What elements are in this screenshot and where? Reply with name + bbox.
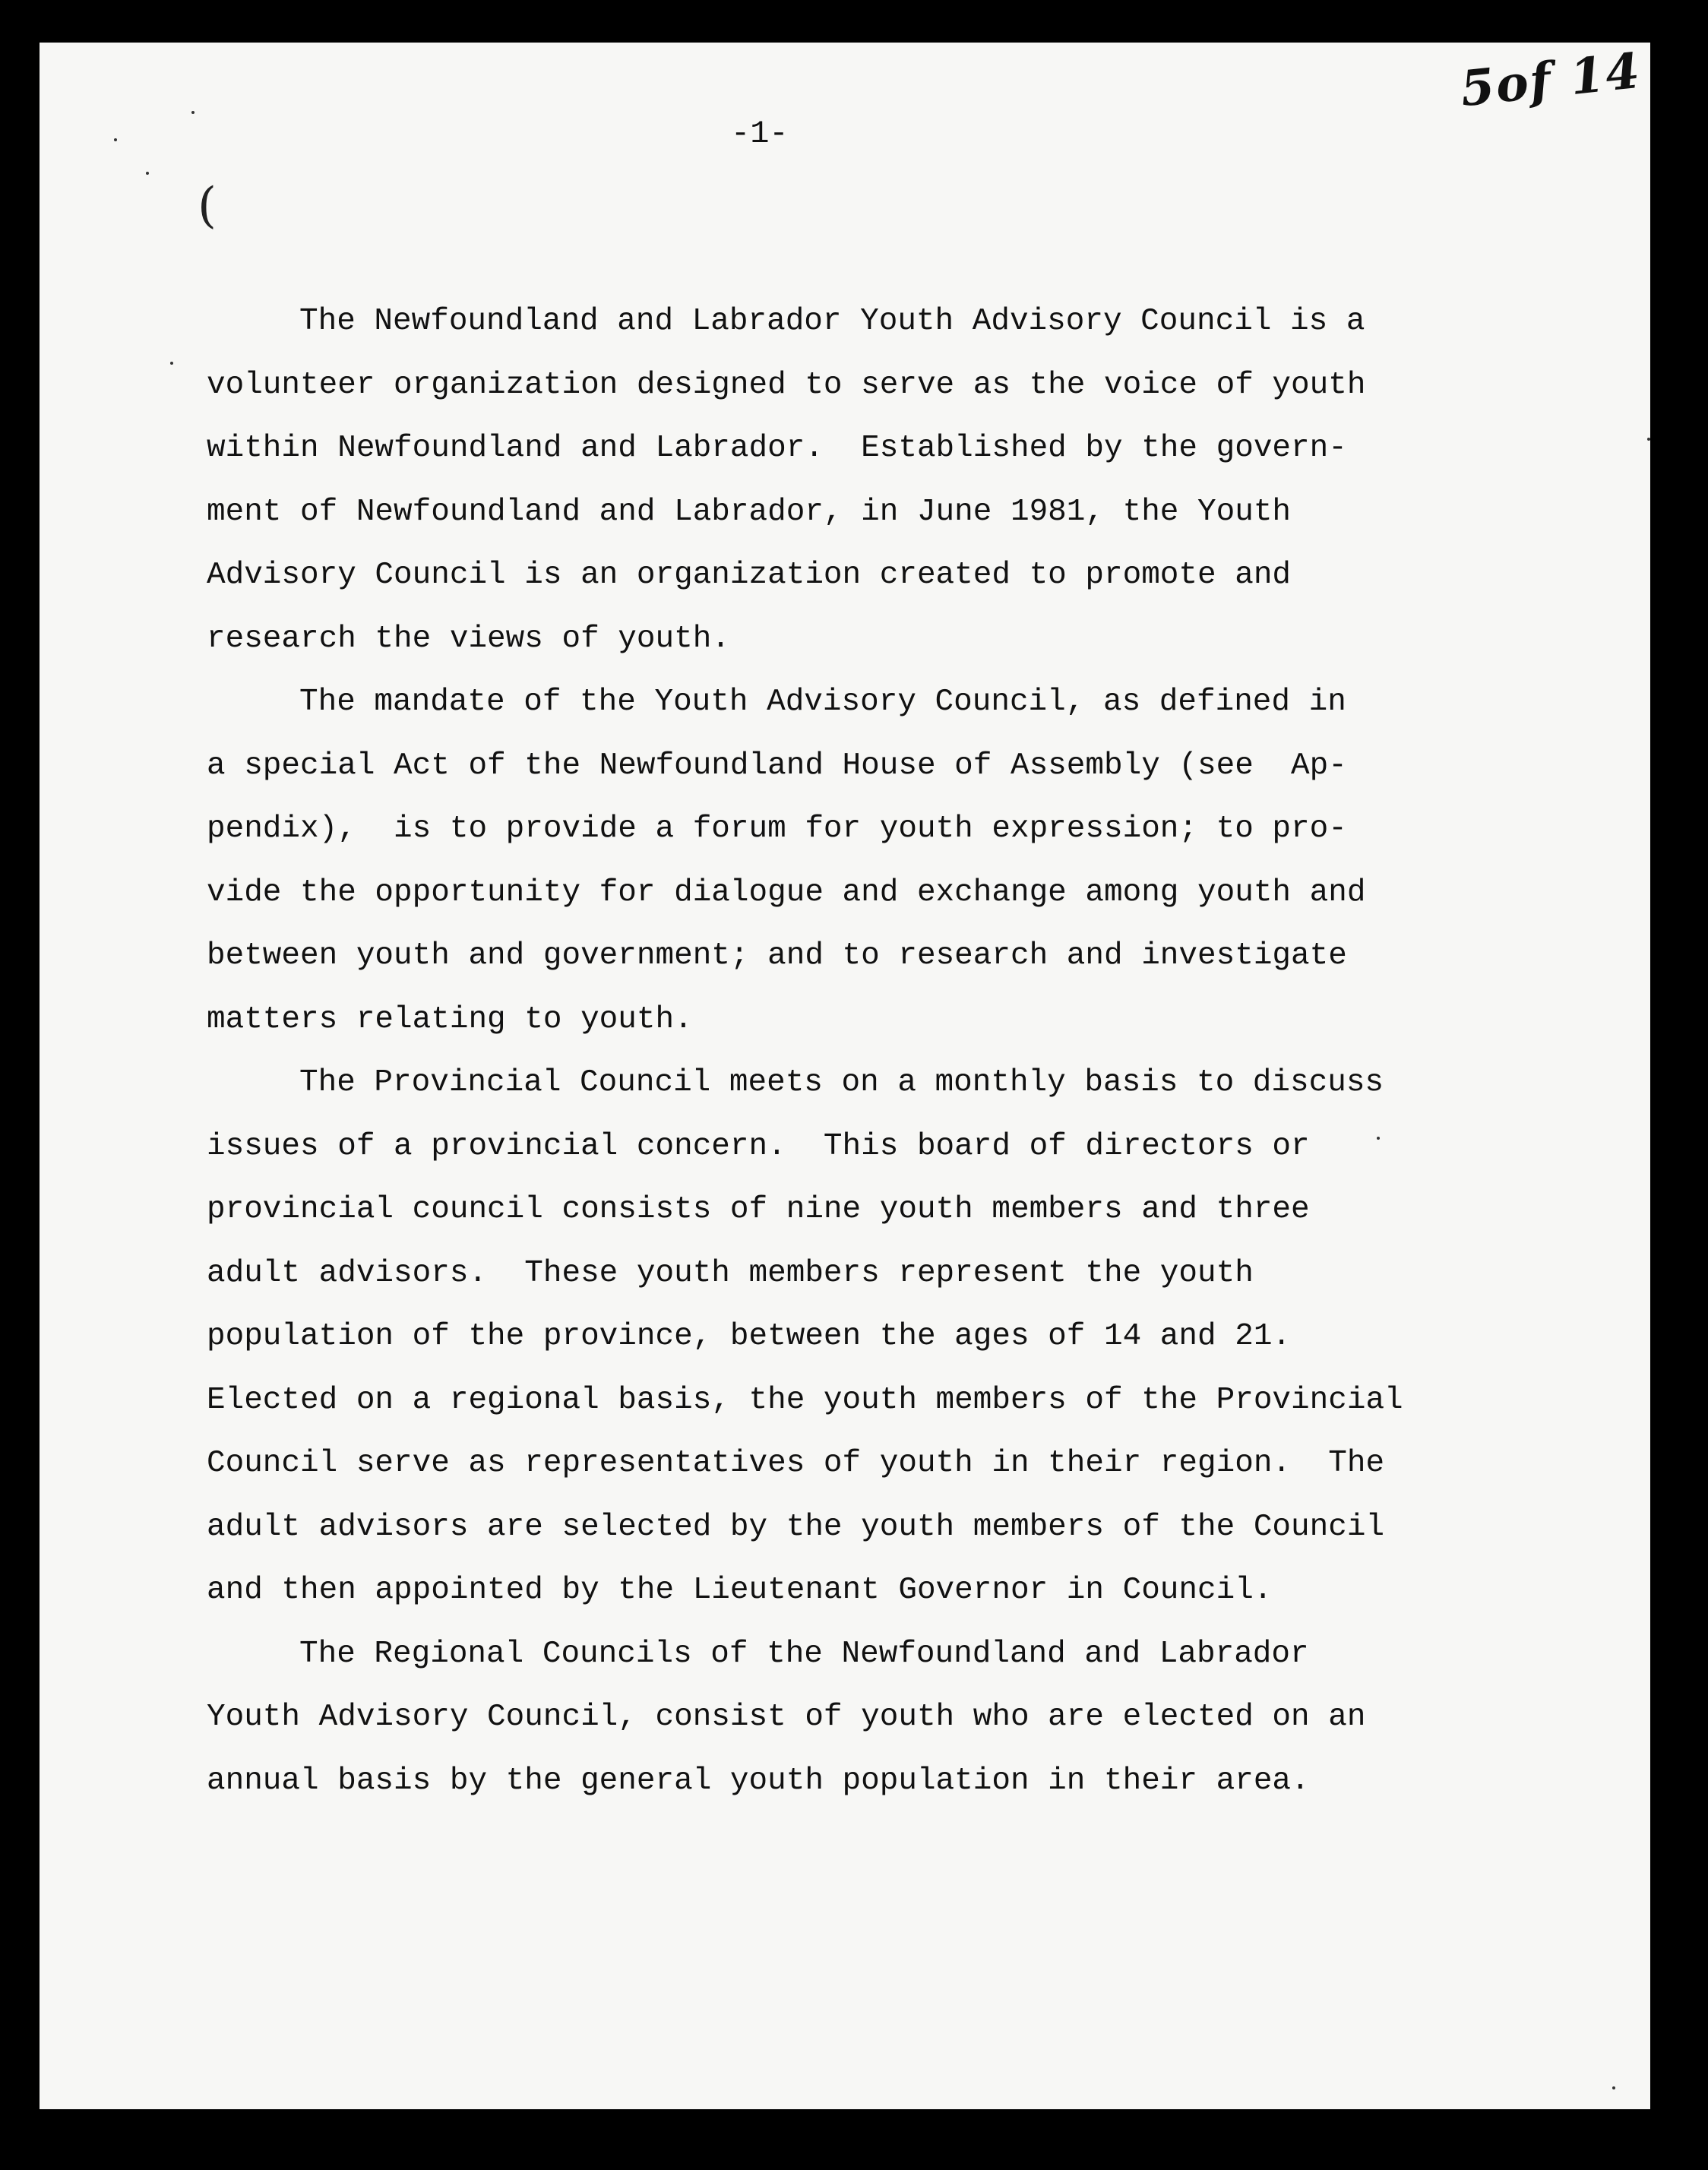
- text-line: vide the opportunity for dialogue and exchange among youth and: [207, 875, 1366, 910]
- text-line: provincial council consists of nine youth members and three: [207, 1192, 1310, 1227]
- text-line: issues of a provincial concern. This board of directors or: [207, 1128, 1310, 1164]
- text-line: The Provincial Council meets on a monthly basis to discuss: [299, 1065, 1384, 1100]
- text-line: Youth Advisory Council, consist of youth who are elected on an: [207, 1700, 1366, 1735]
- paragraph-1: [207, 290, 1544, 671]
- scan-speck: [146, 172, 149, 175]
- paragraph-4: [207, 1623, 1544, 1814]
- text-line: pendix), is to provide a forum for youth expression; to pro-: [207, 811, 1347, 846]
- scan-speck: [191, 111, 195, 114]
- text-line: volunteer organization designed to serve as the voice of youth: [207, 367, 1366, 403]
- document-body: [207, 290, 1544, 1813]
- text-line: annual basis by the general youth population in their area.: [207, 1763, 1310, 1798]
- scan-speck: [114, 138, 117, 141]
- text-line: research the views of youth.: [207, 621, 730, 656]
- text-line: Council serve as representatives of youth in their region. The: [207, 1446, 1385, 1481]
- text-line: within Newfoundland and Labrador. Established by the govern-: [207, 431, 1347, 466]
- text-line: adult advisors are selected by the youth members of the Council: [207, 1509, 1385, 1545]
- text-line: and then appointed by the Lieutenant Governor in Council.: [207, 1573, 1273, 1608]
- text-line: Elected on a regional basis, the youth members of the Provincial: [207, 1382, 1403, 1418]
- scan-speck: [1647, 438, 1650, 441]
- text-line: matters relating to youth.: [207, 1001, 693, 1037]
- margin-bracket-mark: (: [198, 178, 217, 234]
- text-line: between youth and government; and to research and investigate: [207, 938, 1347, 973]
- text-line: population of the province, between the ages of 14 and 21.: [207, 1319, 1292, 1354]
- text-line: The mandate of the Youth Advisory Council, as defined in: [299, 685, 1346, 720]
- paragraph-3: [207, 1052, 1544, 1623]
- page-number: -1-: [731, 115, 789, 152]
- handwritten-page-count: 5of 14: [1457, 43, 1644, 119]
- scan-speck: [1612, 2086, 1615, 2089]
- paragraph-2: [207, 671, 1544, 1052]
- text-line: The Newfoundland and Labrador Youth Advisory Council is a: [299, 304, 1365, 339]
- scan-speck: [170, 362, 173, 365]
- text-line: a special Act of the Newfoundland House of Assembly (see Ap-: [207, 748, 1347, 783]
- text-line: Advisory Council is an organization created to promote and: [207, 558, 1292, 593]
- text-line: ment of Newfoundland and Labrador, in June 1981, the Youth: [207, 494, 1292, 530]
- text-line: adult advisors. These youth members represent the youth: [207, 1255, 1254, 1291]
- text-line: The Regional Councils of the Newfoundland and Labrador: [299, 1636, 1309, 1672]
- document-page: [40, 43, 1650, 2109]
- scan-speck: [1377, 1137, 1380, 1140]
